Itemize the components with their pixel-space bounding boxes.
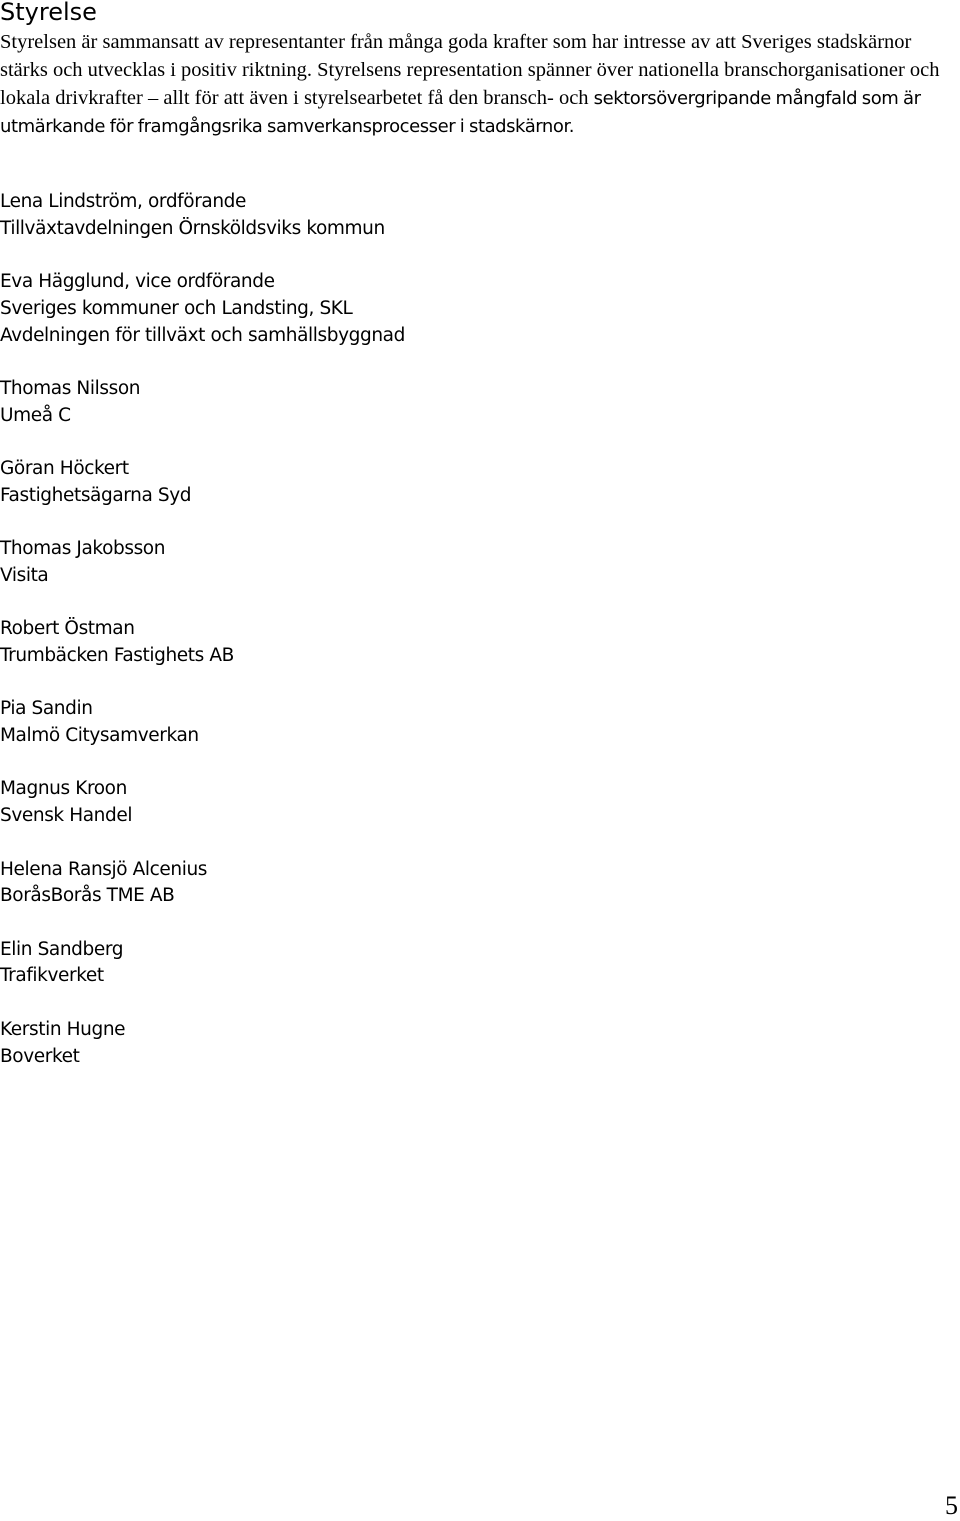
page-number: 5 (945, 1491, 958, 1520)
member-organization: Fastighetsägarna Syd (0, 484, 192, 506)
intro-text-sans: sektorsövergripande mångfald som är utmärkande för framgångsrika samverkansprocesser i stadskärnor. (0, 87, 921, 138)
member-organization: Svensk Handel (0, 805, 133, 827)
member-organization: Visita (0, 564, 49, 586)
member-name: Kerstin Hugne (0, 1018, 126, 1040)
member-organization: Tillväxtavdelningen Örnsköldsviks kommun (0, 217, 385, 239)
member-organization: Malmö Citysamverkan (0, 725, 199, 747)
intro-paragraph (0, 28, 955, 141)
member-organization: Umeå C (0, 404, 71, 426)
member-name: Pia Sandin (0, 698, 93, 720)
member-organization: Trumbäcken Fastighets AB (0, 645, 234, 667)
member-name: Magnus Kroon (0, 778, 127, 800)
member-organization: Boverket (0, 1045, 80, 1067)
member-name: Lena Lindström, ordförande (0, 191, 246, 212)
member-department: Avdelningen för tillväxt och samhällsbyggnad (0, 324, 405, 346)
board-member (0, 536, 900, 590)
member-organization: Sveriges kommuner och Landsting, SKL (0, 297, 353, 319)
board-member-list (0, 189, 900, 1097)
board-member (0, 376, 900, 430)
member-name: Thomas Jakobsson (0, 538, 166, 560)
section-heading: Styrelse (0, 0, 97, 26)
member-name: Thomas Nilsson (0, 377, 141, 399)
member-organization: BoråsBorås TME AB (0, 885, 175, 907)
board-member (0, 456, 900, 510)
board-member (0, 616, 900, 670)
member-name: Eva Hägglund, vice ordförande (0, 271, 275, 293)
member-name: Göran Höckert (0, 458, 129, 480)
board-member (0, 189, 900, 243)
member-name: Helena Ransjö Alcenius (0, 858, 208, 880)
board-member (0, 857, 900, 911)
member-organization: Trafikverket (0, 965, 104, 987)
member-name: Robert Östman (0, 618, 135, 640)
board-member (0, 1017, 900, 1071)
board-member (0, 937, 900, 991)
intro-text-serif: Styrelsen är sammansatt av representanter från många goda krafter som har intresse av att Sveriges stadskärnor stärks och utvecklas i positiv riktning. Styrelsens representation spänner över nationella branschorganisationer och lokala drivkrafter – allt för att även i styrelsearbetet få den bransch- och (0, 31, 940, 109)
board-member (0, 776, 900, 830)
board-member (0, 269, 900, 349)
member-name: Elin Sandberg (0, 938, 124, 960)
board-member (0, 696, 900, 750)
